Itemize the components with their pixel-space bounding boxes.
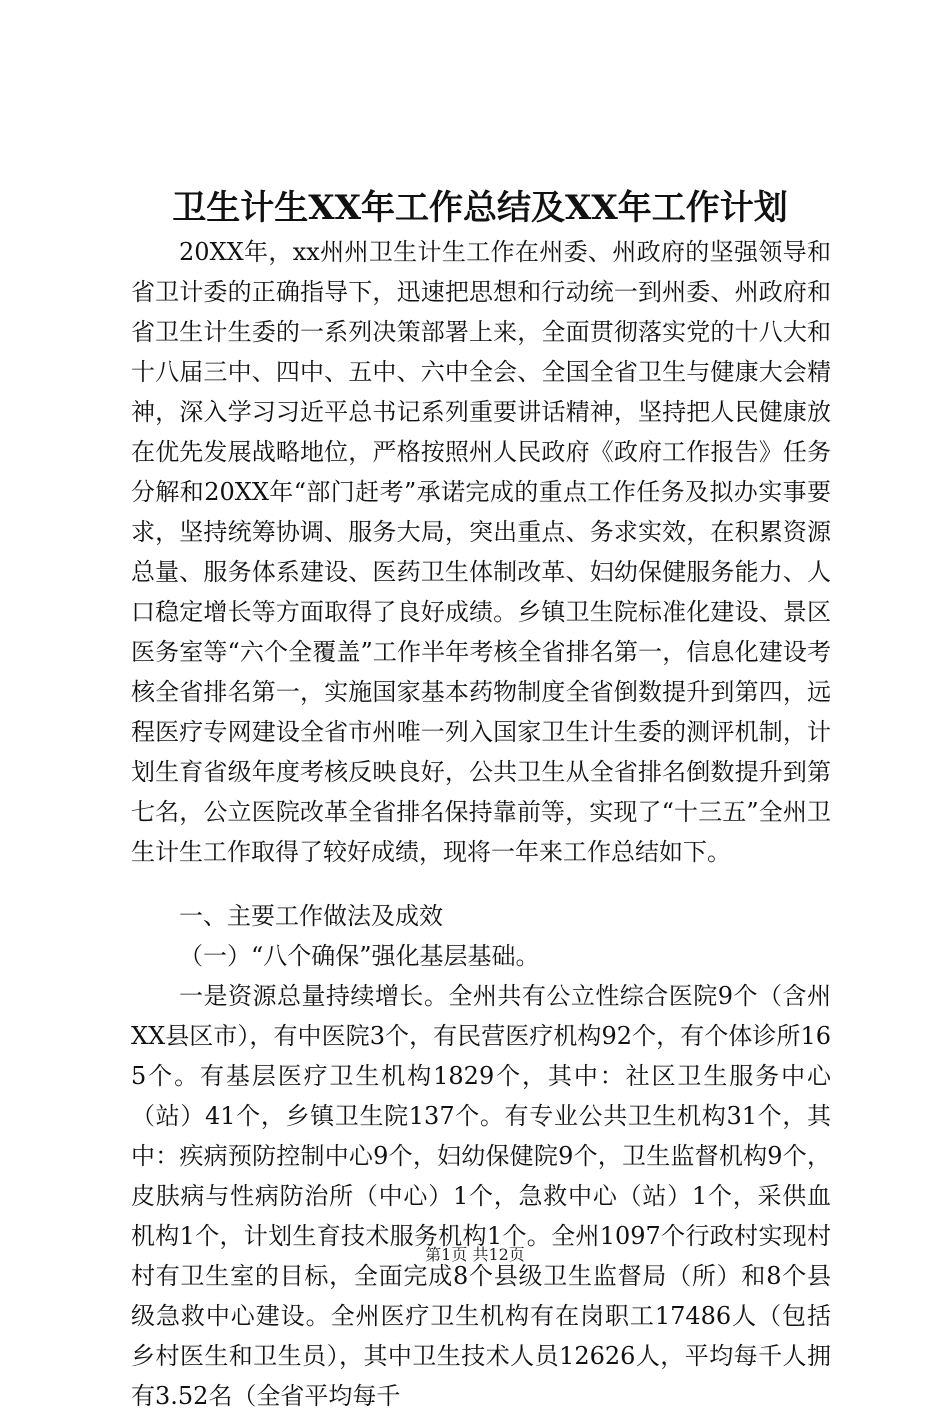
section-heading: 一、主要工作做法及成效 — [179, 902, 443, 930]
page-number-footer: 第1页 共12页 — [425, 1245, 525, 1264]
body-paragraph: 一是资源总量持续增长。全州共有公立性综合医院9个（含州XX县区市），有中医院3个，有民营医疗机构92个，有个体诊所165个。有基层医疗卫生机构1829个，其中：社区卫生服务中心（站）41个，乡镇卫生院137个。有专业公共卫生机构31个，其中：疾病预防控制中心9个，妇幼保健院9个，卫生监督机构9个，皮肤病与性病防治所（中心）1个，急救中心（站）1个，采供血机构1个，计划生育技术服务机构1个。全州1097个行政村实现村村有卫生室的目标，全面完成8个县级卫生监督局（所）和8个县级急救中心建设。全州医疗卫生机构有在岗职工17486人（包括乡村医生和卫生员），其中卫生技术人员12626人，平均每千人拥有3.52名（全省平均每千 — [131, 982, 831, 1410]
intro-paragraph: 20XX年，xx州州卫生计生工作在州委、州政府的坚强领导和省卫计委的正确指导下，迅速把思想和行动统一到州委、州政府和省卫生计生委的一系列决策部署上来，全面贯彻落实党的十八大和十八届三中、四中、五中、六中全会、全国全省卫生与健康大会精神，深入学习习近平总书记系列重要讲话精神，坚持把人民健康放在优先发展战略地位，严格按照州人民政府《政府工作报告》任务分解和20XX年“部门赶考”承诺完成的重点工作任务及拟办实事要求，坚持统筹协调、服务大局，突出重点、务求实效，在积累资源总量、服务体系建设、医药卫生体制改革、妇幼保健服务能力、人口稳定增长等方面取得了良好成绩。乡镇卫生院标准化建设、景区医务室等“六个全覆盖”工作半年考核全省排名第一，信息化建设考核全省排名第一，实施国家基本药物制度全省倒数提升到第四，远程医疗专网建设全省市州唯一列入国家卫生计生委的测评机制，计划生育省级年度考核反映良好，公共卫生从全省排名倒数提升到第七名，公立医院改革全省排名保持靠前等，实现了“十三五”全州卫生计生工作取得了较好成绩，现将一年来工作总结如下。 — [131, 238, 831, 866]
subsection-heading: （一）“八个确保”强化基层基础。 — [179, 942, 540, 970]
document-body — [131, 232, 831, 1416]
document-title: 卫生计生XX年工作总结及XX年工作计划 — [172, 188, 788, 228]
